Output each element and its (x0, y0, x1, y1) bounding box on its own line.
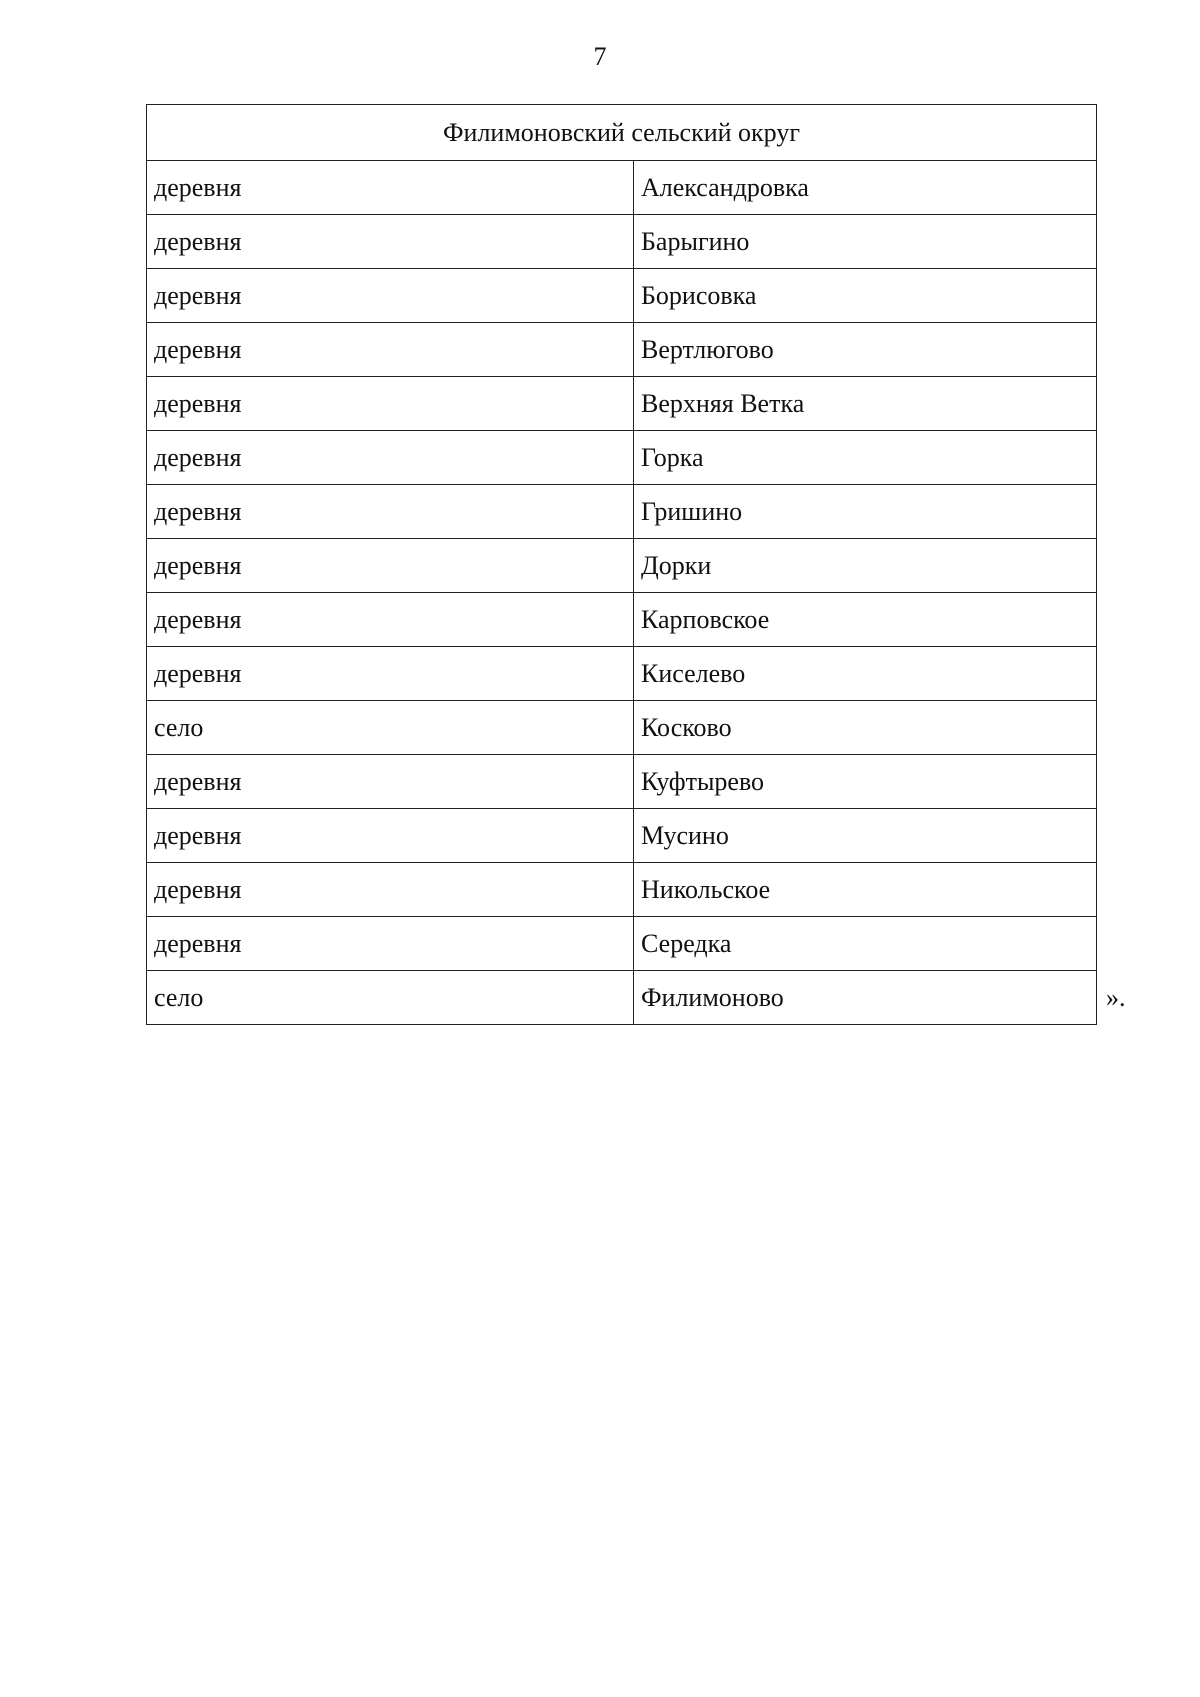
settlement-name-cell (634, 971, 1126, 1025)
settlement-type: деревня (147, 377, 634, 431)
table-row (147, 701, 1097, 755)
settlement-name: Мусино (634, 809, 1097, 863)
settlement-type: деревня (147, 755, 634, 809)
settlements-table (146, 104, 1126, 1025)
table-row (147, 647, 1097, 701)
settlement-name: Киселево (634, 647, 1097, 701)
table-row (147, 215, 1097, 269)
settlement-name: Филимоново (641, 982, 784, 1012)
settlement-name: Дорки (634, 539, 1097, 593)
settlement-type: деревня (147, 269, 634, 323)
table-row (147, 863, 1097, 917)
page-number: 7 (593, 42, 607, 71)
table-row (147, 269, 1097, 323)
settlement-name: Горка (634, 431, 1097, 485)
settlement-type: деревня (147, 863, 634, 917)
settlement-type: деревня (147, 647, 634, 701)
table-row (147, 809, 1097, 863)
settlement-name: Куфтырево (634, 755, 1097, 809)
settlement-type: деревня (147, 485, 634, 539)
settlement-name: Косково (634, 701, 1097, 755)
settlement-type: деревня (147, 917, 634, 971)
table-row (147, 323, 1097, 377)
settlement-type: деревня (147, 809, 634, 863)
settlement-name: Карповское (634, 593, 1097, 647)
table-row (147, 377, 1097, 431)
table-row (147, 755, 1097, 809)
settlement-name: Никольское (634, 863, 1097, 917)
table-row (147, 485, 1097, 539)
settlement-name: Вертлюгово (634, 323, 1097, 377)
settlement-name: Середка (634, 917, 1097, 971)
table-header-row (147, 105, 1097, 161)
settlement-type: деревня (147, 539, 634, 593)
table-row (147, 917, 1097, 971)
district-header: Филимоновский сельский округ (147, 105, 1097, 161)
settlement-type: деревня (147, 161, 634, 215)
settlement-type: деревня (147, 323, 634, 377)
closing-quote-mark: ». (1106, 982, 1126, 1012)
settlement-type: деревня (147, 215, 634, 269)
settlement-name: Верхняя Ветка (634, 377, 1097, 431)
settlement-type: деревня (147, 431, 634, 485)
settlement-type: село (147, 701, 634, 755)
table-row (147, 431, 1097, 485)
table-row (147, 971, 1097, 1025)
table-row (147, 161, 1097, 215)
table-row (147, 539, 1097, 593)
table-row (147, 593, 1097, 647)
settlement-name: Гришино (634, 485, 1097, 539)
settlement-type: село (147, 971, 634, 1025)
settlement-name: Барыгино (634, 215, 1097, 269)
settlement-type: деревня (147, 593, 634, 647)
settlement-name: Александровка (634, 161, 1097, 215)
settlement-name: Борисовка (634, 269, 1097, 323)
